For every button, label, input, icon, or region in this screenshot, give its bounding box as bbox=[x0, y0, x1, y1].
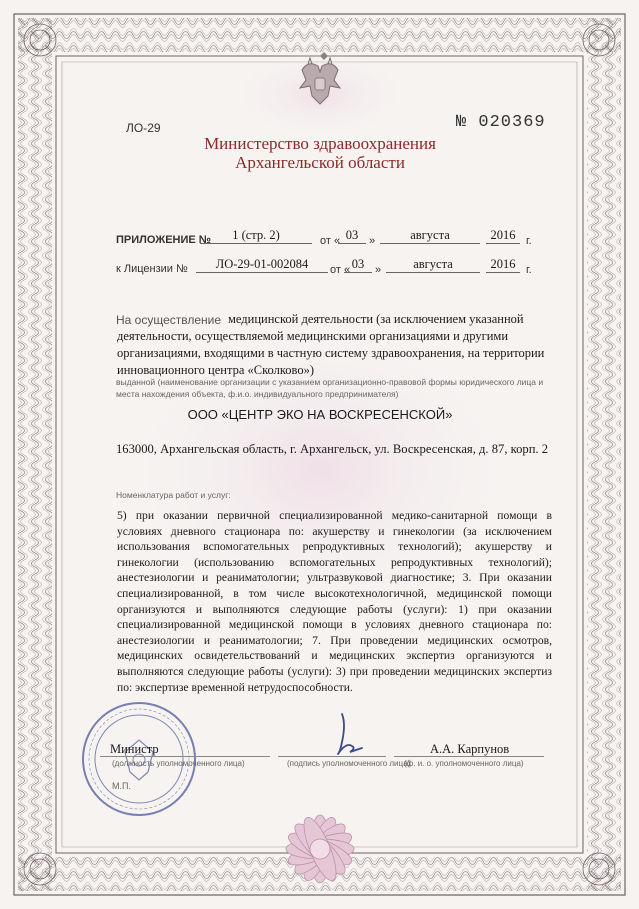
license-year-suffix: г. bbox=[526, 264, 532, 276]
issued-label: выданной bbox=[116, 377, 156, 387]
organization-name: ООО «ЦЕНТР ЭКО НА ВОСКРЕСЕНСКОЙ» bbox=[187, 407, 453, 422]
organization-address: 163000, Архангельская область, г. Архангельск, ул. Воскресенская, д. 87, корп. 2 bbox=[116, 442, 549, 456]
issued-hint-line-1: (наименование организации с указанием организационно-правовой формы юридического лица и bbox=[157, 377, 544, 387]
form-number: № 020369 bbox=[456, 113, 546, 132]
activity-line-1: медицинской деятельности (за исключением указанной bbox=[228, 312, 524, 326]
activity-line-4: инновационного центра «Сколково») bbox=[117, 363, 315, 377]
appendix-from-label: от « bbox=[320, 235, 341, 247]
activity-line-3: организациями, входящими в частную систему здравоохранения, на территории bbox=[117, 346, 545, 360]
license-label: к Лицензии № bbox=[116, 263, 188, 275]
license-day: 03 bbox=[344, 257, 372, 273]
signature-caption: (подпись уполномоченного лица) bbox=[287, 759, 411, 768]
ministry-name-line-2: Архангельской области bbox=[235, 153, 405, 172]
works-label: Номенклатура работ и услуг: bbox=[116, 490, 231, 500]
license-number: ЛО-29-01-002084 bbox=[196, 257, 328, 273]
activity-line-2: деятельности, осуществляемой медицинскими организациями и другими bbox=[117, 329, 509, 343]
ministry-name-line-1: Министерство здравоохранения bbox=[204, 134, 436, 153]
name-caption: (ф. и. о. уполномоченного лица) bbox=[404, 759, 524, 768]
license-month: августа bbox=[386, 257, 480, 273]
rosette-ornament-icon bbox=[250, 805, 390, 887]
stamp-place-label: М.П. bbox=[112, 781, 131, 791]
license-close-quote: » bbox=[375, 264, 382, 276]
appendix-day: 03 bbox=[338, 228, 366, 244]
signatory-position: Министр bbox=[110, 742, 159, 756]
appendix-number: 1 (стр. 2) bbox=[200, 228, 312, 244]
series-label: ЛО-29 bbox=[126, 121, 161, 135]
works-list: 5) при оказании первичной специализированной медико-санитарной помощи в условиях дневного стационара по: акушерству и гинекологии (за исключением использования вспомогательных репродуктивных технологий); акушерству и гинекологии (использованию вспомогательных репродуктивных технологий); анестезиологии и реаниматологии; ультразвуковой диагностике; 3. При оказании специализированной, в том числе высокотехнологичной, медицинской помощи организуются и выполняются следующие работы (услуги): 1) при оказании специализированной медицинской помощи в условиях дневного стационара по: анестезиологии и реаниматологии; 7. При проведении медицинских осмотров, медицинских освидетельствований и медицинских экспертиз организуются и выполняются следующие работы (услуги): 3) при проведении медицинских экспертиз по: экспертизе временной нетрудоспособности. bbox=[117, 509, 552, 694]
appendix-month: августа bbox=[380, 228, 480, 244]
license-year: 2016 bbox=[486, 257, 520, 273]
appendix-year-suffix: г. bbox=[526, 235, 532, 247]
license-from-label: от « bbox=[330, 264, 351, 276]
issued-hint-line-2: места нахождения объекта, ф.и.о. индивидуального предпринимателя) bbox=[116, 389, 399, 399]
double-headed-eagle-icon bbox=[294, 50, 346, 112]
signatory-name: А.А. Карпунов bbox=[430, 742, 510, 756]
position-caption: (должность уполномоченного лица) bbox=[112, 759, 245, 768]
appendix-close-quote: » bbox=[369, 235, 376, 247]
appendix-year: 2016 bbox=[486, 228, 520, 244]
activity-label: На осуществление bbox=[116, 313, 222, 327]
handwritten-signature-icon bbox=[320, 712, 370, 758]
appendix-label: ПРИЛОЖЕНИЕ № bbox=[116, 234, 212, 246]
